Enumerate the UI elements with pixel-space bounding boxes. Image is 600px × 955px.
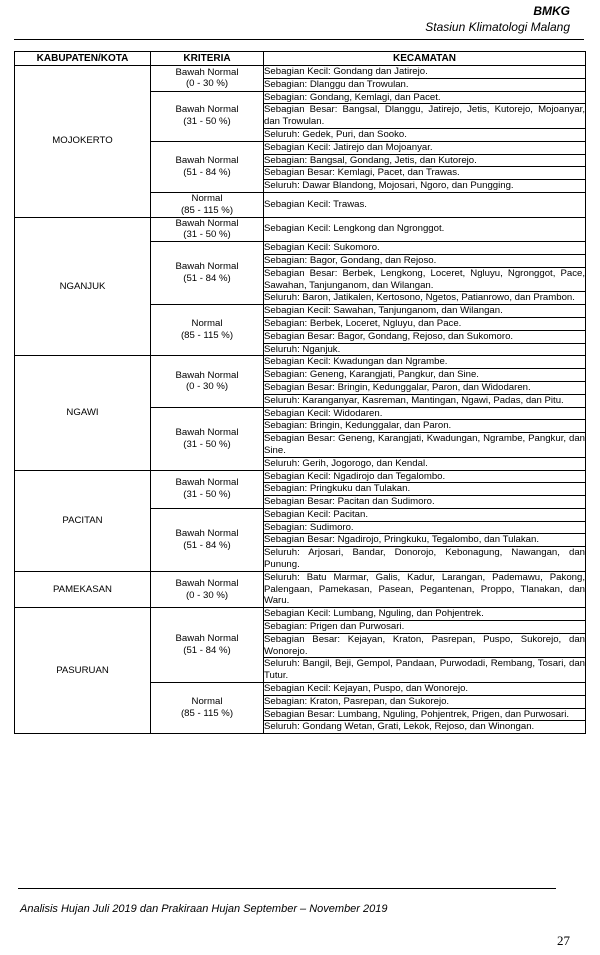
column-header-kriteria: KRITERIA [151,52,264,66]
kriteria-label: Bawah Normal [175,577,239,589]
kecamatan-cell: Sebagian: Prigen dan Purwosari. [264,621,586,634]
kriteria-cell [151,91,264,141]
header-divider [14,39,584,40]
kecamatan-cell: Seluruh: Batu Marmar, Galis, Kadur, Larangan, Pademawu, Pakong, Palengaan, Pamekasan, Pasean, Pegantenan, Proppo, Tlanakan, dan Waru. [264,571,585,607]
column-header-kecamatan: KECAMATAN [264,52,586,66]
kriteria-cell [151,407,264,470]
kriteria-cell [151,608,264,683]
kriteria-range: (0 - 30 %) [185,381,229,393]
kecamatan-cell: Sebagian: Sudimoro. [264,521,586,534]
kriteria-label: Normal [191,192,223,204]
kecamatan-cell: Sebagian Kecil: Jatirejo dan Mojoanyar. [264,141,586,154]
kabupaten-cell: PASURUAN [15,608,151,734]
kecamatan-cell: Sebagian Besar: Pacitan dan Sudimoro. [264,496,586,509]
kriteria-cell [151,217,264,242]
rainfall-table [14,51,586,734]
table-row [15,608,586,621]
kriteria-label: Normal [191,696,223,708]
kriteria-label: Bawah Normal [175,104,239,116]
kecamatan-cell: Sebagian Kecil: Sukomoro. [264,242,586,255]
kriteria-label: Bawah Normal [175,633,239,645]
kecamatan-cell: Sebagian Kecil: Ngadirojo dan Tegalombo. [264,470,586,483]
kabupaten-cell: MOJOKERTO [15,66,151,218]
kecamatan-cell: Seluruh: Arjosari, Bandar, Donorojo, Kebonagung, Nawangan, dan Punung. [264,547,585,571]
kecamatan-cell: Sebagian Besar: Kemlagi, Pacet, dan Trawas. [264,167,586,180]
kriteria-range: (0 - 30 %) [185,589,229,601]
table-row [15,356,586,369]
kecamatan-cell: Sebagian Besar: Lumbang, Nguling, Pohjentrek, Prigen, dan Purwosari. [264,708,586,721]
kecamatan-cell: Sebagian Besar: Geneng, Karangjati, Kwadungan, Ngrambe, Pangkur, dan Sine. [264,433,585,456]
kecamatan-cell: Sebagian Besar: Berbek, Lengkong, Loceret, Ngluyu, Ngronggot, Pace, Sawahan, Tanjunganom, dan Wilangan. [264,267,585,291]
kecamatan-cell: Sebagian: Berbek, Loceret, Ngluyu, dan Pace. [264,317,586,330]
kriteria-cell [151,571,264,607]
kabupaten-cell: PAMEKASAN [15,571,151,607]
kriteria-label: Bawah Normal [175,261,239,273]
kecamatan-cell: Sebagian Besar: Bringin, Kedunggalar, Paron, dan Widodaren. [264,381,586,394]
kecamatan-cell: Seluruh: Baron, Jatikalen, Kertosono, Ngetos, Patianrowo, dan Prambon. [264,292,586,305]
kriteria-range: (51 - 84 %) [183,645,231,657]
kecamatan-cell: Sebagian Kecil: Lumbang, Nguling, dan Pohjentrek. [264,608,586,621]
kriteria-cell [151,683,264,734]
kecamatan-cell: Seluruh: Bangil, Beji, Gempol, Pandaan, Purwodadi, Rembang, Tosari, dan Tutur. [264,658,585,682]
kriteria-cell [151,305,264,356]
kriteria-cell [151,192,264,217]
kecamatan-cell: Sebagian Kecil: Kejayan, Puspo, dan Wonorejo. [264,683,586,696]
kecamatan-cell: Sebagian: Pringkuku dan Tulakan. [264,483,586,496]
kecamatan-cell: Seluruh: Gedek, Puri, dan Sooko. [264,128,586,141]
kriteria-cell [151,242,264,305]
kecamatan-cell: Seluruh: Dawar Blandong, Mojosari, Ngoro, dan Pungging. [264,180,586,193]
kecamatan-cell: Seluruh: Gondang Wetan, Grati, Lekok, Rejoso, dan Winongan. [264,721,586,734]
kriteria-range: (51 - 84 %) [183,166,231,178]
footer-text: Analisis Hujan Juli 2019 dan Prakiraan Hujan September – November 2019 [20,903,388,915]
kecamatan-cell: Sebagian Besar: Kejayan, Kraton, Pasrepan, Puspo, Sukorejo, dan Wonorejo. [264,633,585,657]
kecamatan-cell: Seluruh: Nganjuk. [264,343,586,356]
kecamatan-cell: Seluruh: Gerih, Jogorogo, dan Kendal. [264,457,586,470]
kabupaten-cell: PACITAN [15,470,151,571]
kriteria-range: (51 - 84 %) [183,273,231,285]
kabupaten-cell: NGAWI [15,356,151,470]
kriteria-range: (31 - 50 %) [183,116,231,128]
table-row [15,470,586,483]
table-row [15,217,586,242]
page-number: 27 [557,933,570,948]
kriteria-range: (85 - 115 %) [180,204,234,216]
kriteria-range: (51 - 84 %) [183,539,231,551]
kriteria-label: Normal [191,318,223,330]
kecamatan-cell: Sebagian Kecil: Lengkong dan Ngronggot. [264,217,586,242]
kriteria-range: (85 - 115 %) [180,708,234,720]
kriteria-range: (31 - 50 %) [183,489,231,501]
kecamatan-cell: Sebagian Kecil: Trawas. [264,192,586,217]
kriteria-cell [151,356,264,407]
kecamatan-cell: Sebagian: Bangsal, Gondang, Jetis, dan Kutorejo. [264,154,586,167]
kecamatan-cell: Sebagian: Bringin, Kedunggalar, dan Paron. [264,420,586,433]
kriteria-range: (0 - 30 %) [185,78,229,90]
kriteria-range: (85 - 115 %) [180,330,234,342]
kecamatan-cell: Sebagian Kecil: Widodaren. [264,407,586,420]
kecamatan-cell: Sebagian Kecil: Kwadungan dan Ngrambe. [264,356,586,369]
kriteria-label: Bawah Normal [175,369,239,381]
kriteria-range: (31 - 50 %) [183,438,231,450]
table-row [15,66,586,79]
column-header-kabupaten: KABUPATEN/KOTA [15,52,151,66]
kriteria-label: Bawah Normal [175,66,239,78]
kriteria-label: Bawah Normal [175,217,239,229]
kecamatan-cell: Sebagian: Kraton, Pasrepan, dan Sukorejo. [264,695,586,708]
kriteria-cell [151,508,264,571]
kriteria-label: Bawah Normal [175,155,239,167]
kriteria-label: Bawah Normal [175,477,239,489]
header-org: BMKG [533,4,570,18]
table-header-row [15,52,586,66]
table-body [15,66,586,734]
kecamatan-cell: Sebagian Besar: Bangsal, Dlanggu, Jatirejo, Jetis, Kutorejo, Mojoanyar, dan Trowulan. [264,104,585,128]
table-row [15,571,586,607]
header-station: Stasiun Klimatologi Malang [425,20,570,34]
kecamatan-cell: Sebagian Besar: Ngadirojo, Pringkuku, Tegalombo, dan Tulakan. [264,534,586,547]
kecamatan-cell: Sebagian Kecil: Pacitan. [264,508,586,521]
kriteria-cell [151,470,264,508]
kecamatan-cell: Sebagian Besar: Bagor, Gondang, Rejoso, dan Sukomoro. [264,330,586,343]
kriteria-label: Bawah Normal [175,426,239,438]
kecamatan-cell: Sebagian Kecil: Sawahan, Tanjunganom, dan Wilangan. [264,305,586,318]
kabupaten-cell: NGANJUK [15,217,151,356]
kecamatan-cell: Sebagian: Gondang, Kemlagi, dan Pacet. [264,91,586,104]
kriteria-label: Bawah Normal [175,528,239,540]
kecamatan-cell: Seluruh: Karanganyar, Kasreman, Mantingan, Ngawi, Padas, dan Pitu. [264,394,586,407]
kriteria-range: (31 - 50 %) [183,229,231,241]
footer-divider [18,888,556,889]
kecamatan-cell: Sebagian: Geneng, Karangjati, Pangkur, dan Sine. [264,369,586,382]
kriteria-cell [151,141,264,192]
kecamatan-cell: Sebagian: Bagor, Gondang, dan Rejoso. [264,254,586,267]
kriteria-cell [151,66,264,92]
kecamatan-cell: Sebagian Kecil: Gondang dan Jatirejo. [264,66,586,79]
kecamatan-cell: Sebagian: Dlanggu dan Trowulan. [264,78,586,91]
